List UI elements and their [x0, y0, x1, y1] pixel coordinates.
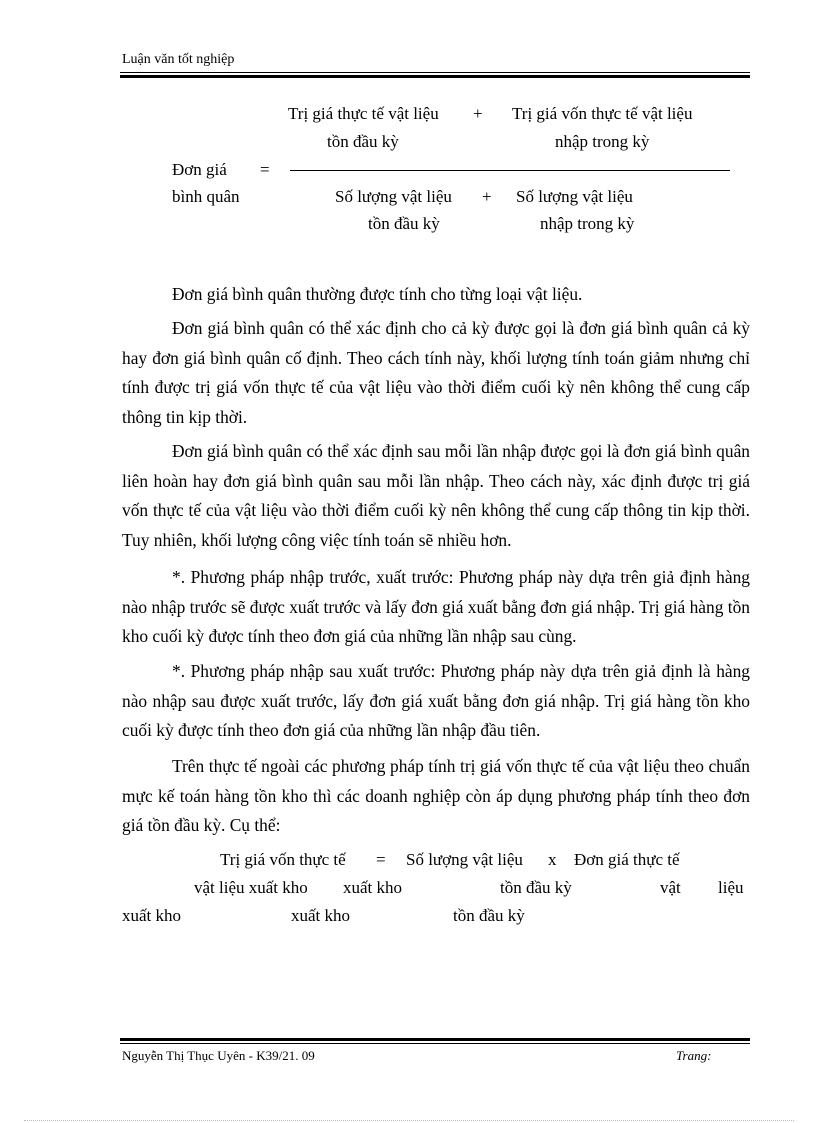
paragraph-6: Trên thực tế ngoài các phương pháp tính trị giá vốn thực tế của vật liệu theo chuẩn mực kế toán hàng tồn kho thì các doanh nghiệp còn áp dụng phương pháp tính theo đơn giá tồn đầu kỳ. Cụ thể: — [122, 756, 750, 835]
footer-page-label: Trang: — [676, 1048, 712, 1063]
numerator-right-line1: Trị giá vốn thực tế vật liệu — [512, 104, 693, 123]
footer-rule-thin — [120, 1043, 750, 1044]
numerator-left-line2: tồn đầu kỳ — [327, 132, 399, 151]
paragraph-3: Đơn giá bình quân có thể xác định sau mỗi lần nhập được gọi là đơn giá bình quân liên hoàn hay đơn giá bình quân sau mỗi lần nhập. Theo cách này, xác định được trị giá vốn thực tế của vật liệu vào thời điểm cuối kỳ nên không thể cung cấp thông tin kịp thời. Tuy nhiên, khối lượng công việc tính toán sẽ nhiều hơn. — [122, 441, 750, 550]
paragraph-1: Đơn giá bình quân thường được tính cho từng loại vật liệu. — [172, 284, 583, 304]
footer-author: Nguyễn Thị Thục Uyên - K39/21. 09 — [122, 1048, 315, 1063]
formula2-row3-b: xuất kho — [291, 906, 351, 925]
formula2-equals: = — [376, 850, 386, 869]
header-title: Luận văn tốt nghiệp — [122, 52, 235, 67]
formula2-times: x — [548, 850, 557, 869]
denominator-left-line2: tồn đầu kỳ — [368, 214, 440, 233]
numerator-plus: + — [473, 104, 483, 123]
formula2-row2-c: tồn đầu kỳ — [500, 878, 572, 897]
paragraph-4: *. Phương pháp nhập trước, xuất trước: Phương pháp này dựa trên giả định hàng nào nhập trước sẽ được xuất trước và lấy đơn giá xuất bằng đơn giá nhập. Trị giá hàng tồn kho cuối kỳ được tính theo đơn giá của những lần nhập sau cùng. — [122, 567, 750, 646]
formula2-term-c: Đơn giá thực tế — [574, 850, 680, 869]
paragraph-5: *. Phương pháp nhập sau xuất trước: Phương pháp này dựa trên giả định là hàng nào nhập sau được xuất trước, lấy đơn giá xuất bằng đơn giá nhập. Trị giá hàng tồn kho cuối kỳ được tính theo đơn giá của những lần nhập đầu tiên. — [122, 661, 750, 740]
formula2-row2-e: liệu — [718, 878, 744, 897]
lhs-line1: Đơn giá — [172, 160, 227, 179]
formula2-row2-d: vật — [660, 878, 681, 897]
fraction-bar — [290, 170, 730, 171]
page-edge-dots — [24, 1120, 794, 1121]
formula2-term-a: Trị giá vốn thực tế — [220, 850, 346, 869]
denominator-left-line1: Số lượng vật liệu — [335, 187, 452, 206]
denominator-right-line2: nhập trong kỳ — [540, 214, 635, 233]
denominator-right-line1: Số lượng vật liệu — [516, 187, 633, 206]
formula2-row2-a: vật liệu xuất kho — [194, 878, 308, 897]
formula2-term-b: Số lượng vật liệu — [406, 850, 523, 869]
denominator-plus: + — [482, 187, 492, 206]
numerator-right-line2: nhập trong kỳ — [555, 132, 650, 151]
header-rule-thick — [120, 75, 750, 78]
formula2-row2-b: xuất kho — [343, 878, 403, 897]
numerator-left-line1: Trị giá thực tế vật liệu — [288, 104, 439, 123]
paragraph-2: Đơn giá bình quân có thể xác định cho cả kỳ được gọi là đơn giá bình quân cả kỳ hay đơn giá bình quân cố định. Theo cách tính này, khối lượng tính toán giảm nhưng chỉ tính được trị giá vốn thực tế của vật liệu vào thời điểm cuối kỳ nên không thể cung cấp thông tin kịp thời. — [122, 318, 750, 427]
header-rule-thin — [120, 72, 750, 73]
footer-rule-thick — [120, 1038, 750, 1041]
lhs-line2: bình quân — [172, 187, 240, 206]
equals-sign: = — [260, 160, 270, 179]
formula2-row3-c: tồn đầu kỳ — [453, 906, 525, 925]
formula2-row3-a: xuất kho — [122, 906, 182, 925]
